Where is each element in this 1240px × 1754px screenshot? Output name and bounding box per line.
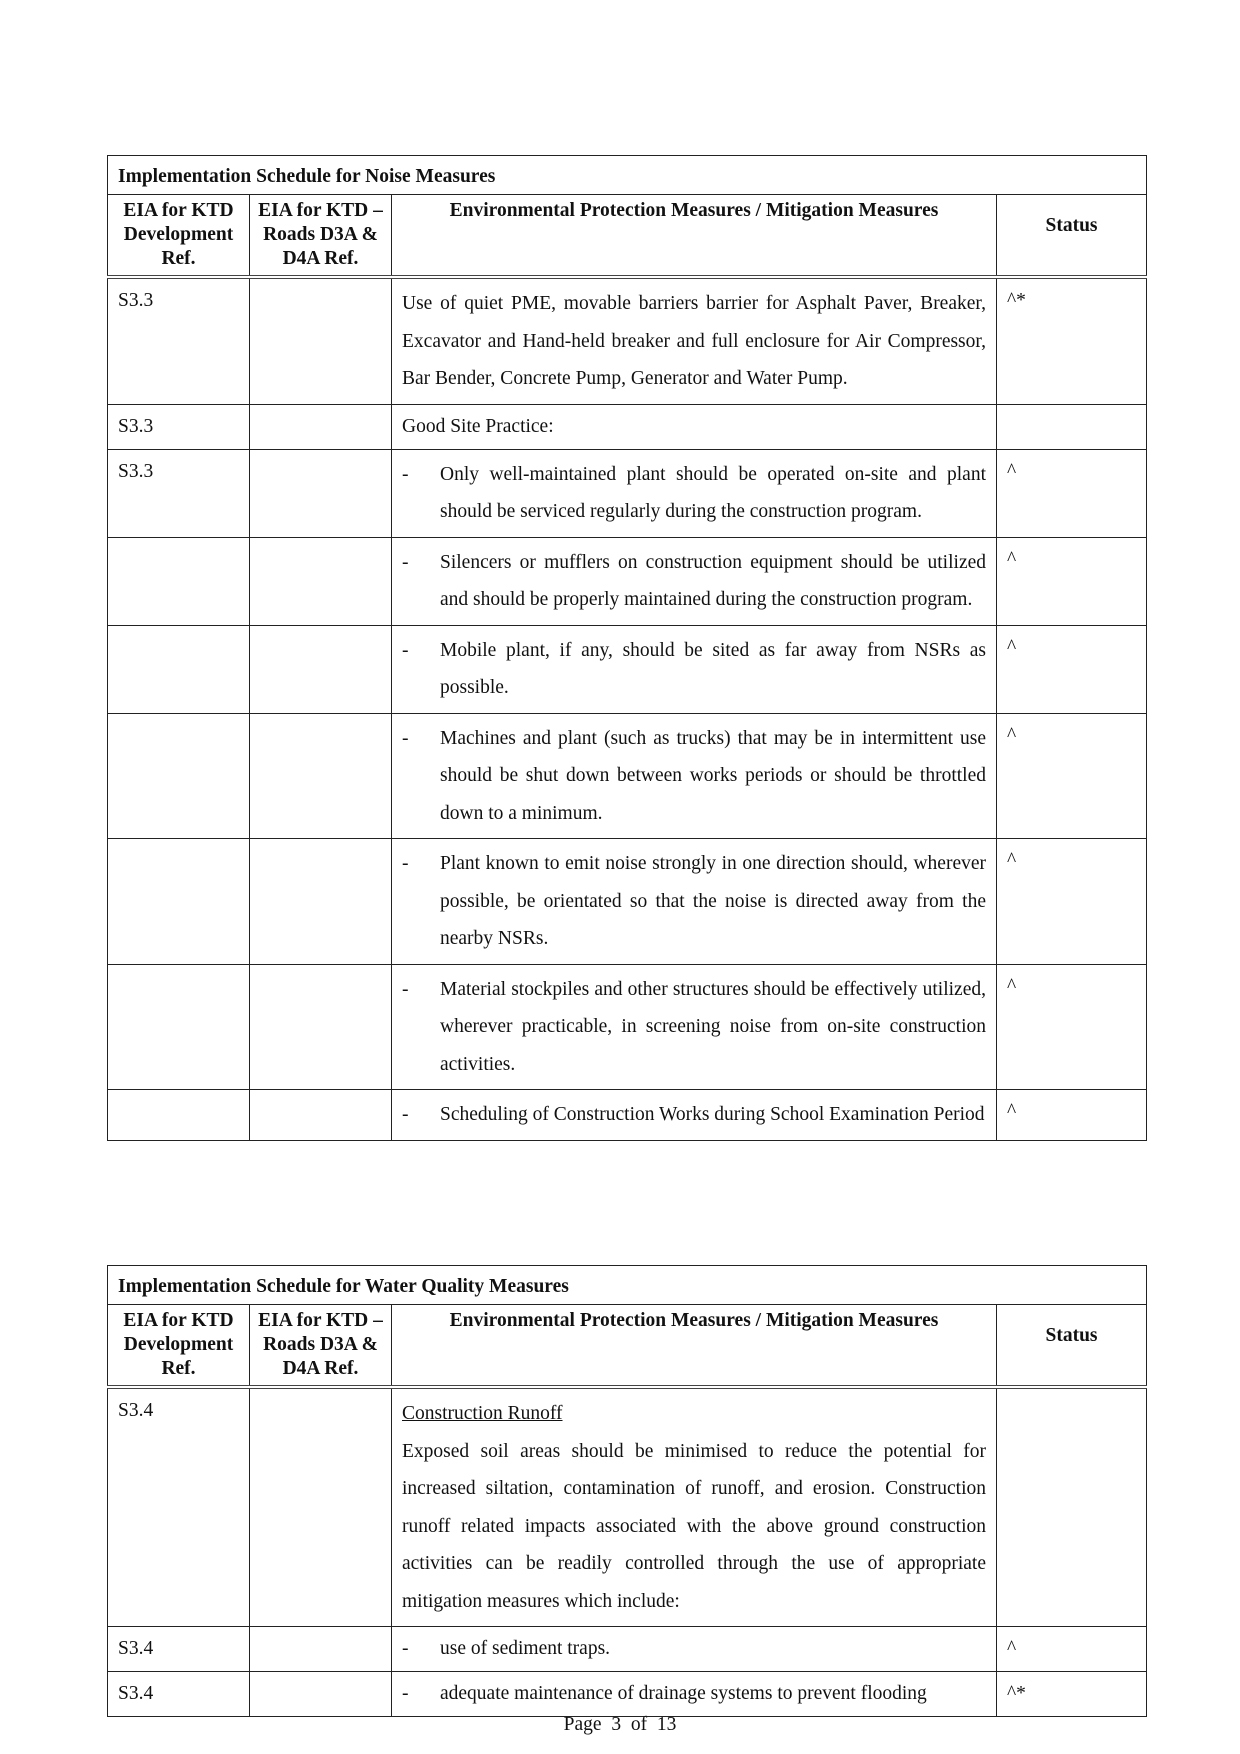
table-row — [108, 713, 1147, 839]
ref-ktd-development: S3.3 — [108, 277, 250, 404]
measure-text: Material stockpiles and other structures should be effectively utilized, wherever practicable, in screening noise from on-site construction activities. — [440, 978, 986, 1075]
page-number: 3 — [611, 1714, 622, 1735]
status-value: ^* — [997, 277, 1147, 404]
bullet-dash: - — [402, 551, 409, 573]
header-measures: Environmental Protection Measures / Mitigation Measures — [392, 1305, 997, 1388]
measure-cell — [392, 1627, 997, 1672]
ref-ktd-development — [108, 1090, 250, 1141]
table-row — [108, 1672, 1147, 1717]
table-row — [108, 1387, 1147, 1627]
ref-roads — [250, 537, 392, 625]
noise-table-header-row — [108, 195, 1147, 278]
bullet-dash: - — [402, 1683, 409, 1704]
measure-cell — [392, 1672, 997, 1717]
measure-text: Machines and plant (such as trucks) that may be in intermittent use should be shut down between works periods or should be throttled down to a minimum. — [440, 727, 986, 824]
bullet-dash: - — [402, 1638, 409, 1659]
measure-text: Good Site Practice: — [392, 404, 997, 449]
header-status: Status — [997, 1305, 1147, 1388]
water-quality-schedule-table — [107, 1265, 1147, 1717]
header-status: Status — [997, 195, 1147, 278]
ref-roads — [250, 277, 392, 404]
ref-roads — [250, 1672, 392, 1717]
measure-text: Use of quiet PME, movable barriers barrier for Asphalt Paver, Breaker, Excavator and Hand-held breaker and full enclosure for Air Compressor, Bar Bender, Concrete Pump, Generator and Water Pump. — [392, 277, 997, 404]
measure-cell — [392, 1387, 997, 1627]
bullet-dash: - — [402, 978, 409, 1000]
header-measures: Environmental Protection Measures / Mitigation Measures — [392, 195, 997, 278]
ref-ktd-development — [108, 839, 250, 965]
table-row — [108, 839, 1147, 965]
ref-ktd-development — [108, 537, 250, 625]
measure-text: Exposed soil areas should be minimised to reduce the potential for increased siltation, contamination of runoff, and erosion. Construction runoff related impacts associated with the above ground construction activities can be readily controlled through the use of appropriate mitigation measures which include: — [402, 1440, 986, 1612]
section-heading: Construction Runoff — [402, 1403, 563, 1424]
status-value: ^ — [997, 964, 1147, 1090]
table-row — [108, 964, 1147, 1090]
ref-ktd-development — [108, 964, 250, 1090]
ref-roads — [250, 1090, 392, 1141]
ref-ktd-development — [108, 713, 250, 839]
bullet-dash: - — [402, 463, 409, 485]
ref-roads — [250, 1387, 392, 1627]
total-pages: 13 — [656, 1714, 677, 1735]
measure-text: Plant known to emit noise strongly in one direction should, wherever possible, be orientated so that the noise is directed away from the nearby NSRs. — [440, 853, 986, 949]
bullet-dash: - — [402, 853, 409, 874]
bullet-dash: - — [402, 1104, 409, 1125]
bullet-dash: - — [402, 727, 409, 749]
measure-text: Only well-maintained plant should be operated on-site and plant should be serviced regularly during the construction program. — [440, 463, 986, 522]
page-label: Page — [563, 1714, 602, 1735]
ref-roads — [250, 404, 392, 449]
status-value — [997, 404, 1147, 449]
ref-ktd-development: S3.3 — [108, 449, 250, 537]
status-value: ^ — [997, 713, 1147, 839]
table-row — [108, 625, 1147, 713]
ref-ktd-development: S3.4 — [108, 1627, 250, 1672]
status-value: ^ — [997, 1090, 1147, 1141]
ref-ktd-development: S3.4 — [108, 1387, 250, 1627]
table-row — [108, 1627, 1147, 1672]
water-table-header-row — [108, 1305, 1147, 1388]
ref-roads — [250, 713, 392, 839]
status-value: ^* — [997, 1672, 1147, 1717]
ref-roads — [250, 449, 392, 537]
water-table-title: Implementation Schedule for Water Quality Measures — [108, 1266, 1147, 1305]
measure-cell — [392, 1090, 997, 1141]
measure-text: use of sediment traps. — [440, 1638, 611, 1659]
table-row — [108, 1090, 1147, 1141]
ref-ktd-development: S3.4 — [108, 1672, 250, 1717]
measure-cell — [392, 449, 997, 537]
ref-ktd-development: S3.3 — [108, 404, 250, 449]
measure-cell — [392, 625, 997, 713]
ref-roads — [250, 625, 392, 713]
measure-text: Mobile plant, if any, should be sited as far away from NSRs as possible. — [440, 639, 986, 698]
measure-cell — [392, 537, 997, 625]
status-value: ^ — [997, 839, 1147, 965]
noise-table-title: Implementation Schedule for Noise Measures — [108, 156, 1147, 195]
noise-schedule-table — [107, 155, 1147, 1141]
ref-roads — [250, 839, 392, 965]
header-roads-ref: EIA for KTD – Roads D3A & D4A Ref. — [250, 195, 392, 278]
header-ktd-development-ref: EIA for KTD Development Ref. — [108, 1305, 250, 1388]
measure-cell — [392, 713, 997, 839]
table-row — [108, 277, 1147, 404]
measure-text: Silencers or mufflers on construction equipment should be utilized and should be properly maintained during the construction program. — [440, 551, 986, 610]
ref-roads — [250, 1627, 392, 1672]
page-footer — [0, 1714, 1240, 1736]
measure-cell — [392, 839, 997, 965]
status-value: ^ — [997, 1627, 1147, 1672]
status-value: ^ — [997, 625, 1147, 713]
bullet-dash: - — [402, 639, 409, 661]
header-ktd-development-ref: EIA for KTD Development Ref. — [108, 195, 250, 278]
measure-text: Scheduling of Construction Works during School Examination Period — [440, 1104, 985, 1125]
ref-roads — [250, 964, 392, 1090]
header-roads-ref: EIA for KTD – Roads D3A & D4A Ref. — [250, 1305, 392, 1388]
table-row — [108, 404, 1147, 449]
of-label: of — [630, 1714, 648, 1735]
measure-cell — [392, 964, 997, 1090]
ref-ktd-development — [108, 625, 250, 713]
status-value: ^ — [997, 449, 1147, 537]
measure-text: adequate maintenance of drainage systems to prevent flooding — [440, 1683, 927, 1704]
table-row — [108, 449, 1147, 537]
status-value — [997, 1387, 1147, 1627]
status-value: ^ — [997, 537, 1147, 625]
table-row — [108, 537, 1147, 625]
